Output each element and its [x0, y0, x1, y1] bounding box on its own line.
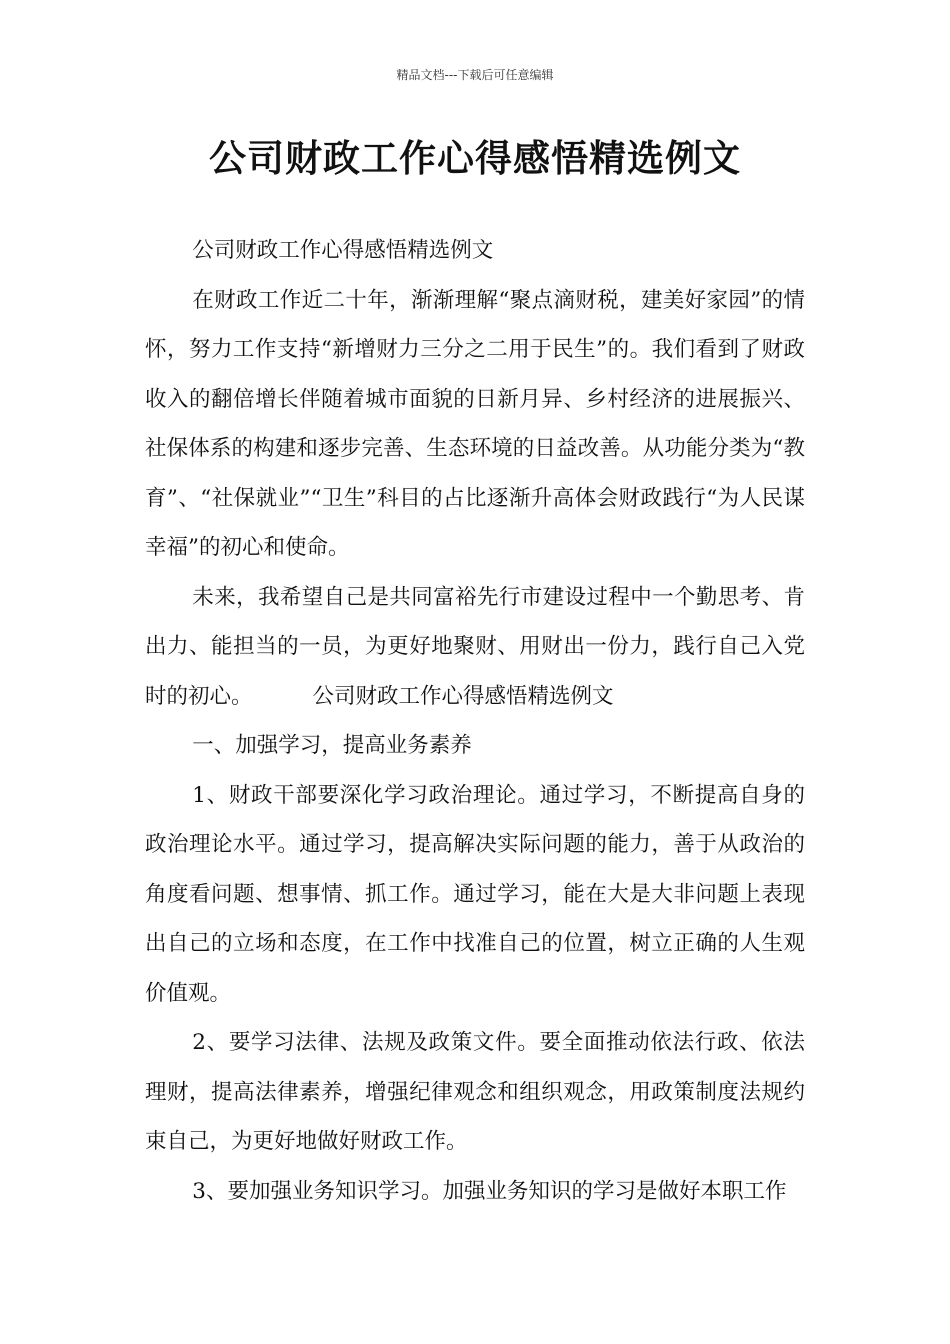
paragraph-future — [145, 573, 805, 722]
paragraph-subtitle: 公司财政工作心得感悟精选例文 — [192, 238, 494, 263]
paragraph-intro: 在财政工作近二十年，渐渐理解“聚点滴财税，建美好家园”的情怀，努力工作支持“新增财力三分之二用于民生”的。我们看到了财政收入的翻倍增长伴随着城市面貌的日新月异、乡村经济的进展振兴、社保体系的构建和逐步完善、生态环境的日益改善。从功能分类为“教育”、“社保就业”“卫生”科目的占比逐渐升高体会财政践行“为人民谋幸福”的初心和使命。 — [145, 287, 805, 560]
paragraph-item-2: 2、要学习法律、法规及政策文件。要全面推动依法行政、依法理财，提高法律素养，增强纪律观念和组织观念，用政策制度法规约束自己，为更好地做好财政工作。 — [145, 1030, 805, 1154]
repeated-title: 公司财政工作心得感悟精选例文 — [312, 683, 614, 709]
section-heading-1: 一、加强学习，提高业务素养 — [192, 733, 472, 758]
header-note: 精品文档---下载后可任意编辑 — [396, 68, 554, 82]
document-title: 公司财政工作心得感悟精选例文 — [209, 137, 741, 180]
paragraph-item-1: 1、财政干部要深化学习政治理论。通过学习，不断提高自身的政治理论水平。通过学习，提高解决实际问题的能力，善于从政治的角度看问题、想事情、抓工作。通过学习，能在大是大非问题上表现出自己的立场和态度，在工作中找准自己的位置，树立正确的人生观价值观。 — [145, 782, 805, 1006]
document-body — [145, 226, 805, 1216]
paragraph-future-text: 未来，我希望自己是共同富裕先行市建设过程中一个勤思考、肯出力、能担当的一员，为更好地聚财、用财出一份力，践行自己入党时的初心。 — [145, 584, 805, 709]
paragraph-item-3: 3、要加强业务知识学习。加强业务知识的学习是做好本职工作 — [192, 1178, 787, 1204]
